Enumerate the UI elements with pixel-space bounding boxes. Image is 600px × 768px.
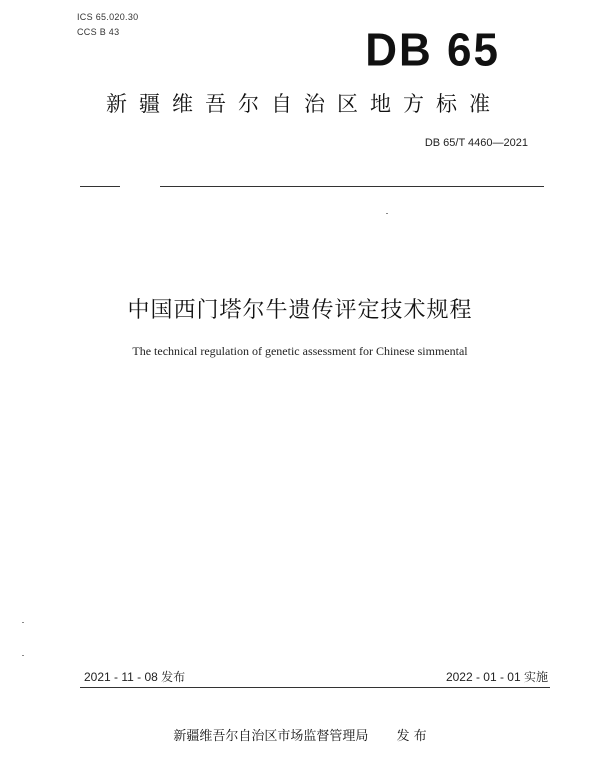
scan-speck [386, 213, 388, 214]
scan-speck [22, 622, 24, 623]
english-title: The technical regulation of genetic assessment for Chinese simmental [132, 344, 468, 358]
publish-date: 2021 - 11 - 08 发布 [84, 670, 186, 684]
bottom-divider [80, 687, 550, 688]
ccs-code: CCS B 43 [77, 27, 120, 37]
implement-date: 2022 - 01 - 01 实施 [445, 670, 548, 684]
standard-number: DB 65/T 4460—2021 [424, 137, 528, 149]
issuer-line [0, 725, 600, 744]
scan-speck [22, 655, 24, 656]
organization-title: 新疆维吾尔自治区地方标准 [106, 92, 502, 116]
ics-code: ICS 65.020.30 [77, 12, 139, 22]
chinese-title: 中国西门塔尔牛遗传评定技术规程 [127, 298, 473, 323]
db-logo: DB 65 [365, 24, 500, 77]
top-divider-gap [120, 186, 160, 187]
issuer-action: 发 布 [396, 729, 427, 744]
issuer-name: 新疆维吾尔自治区市场监督管理局 [173, 729, 369, 744]
